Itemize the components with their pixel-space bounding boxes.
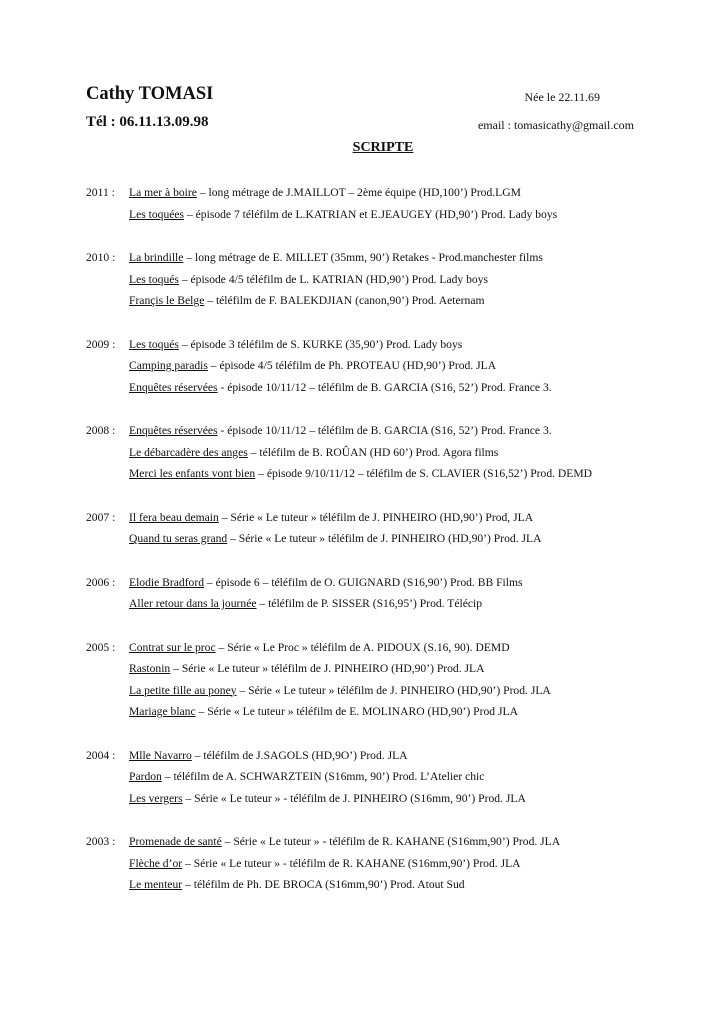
work-details: – téléfilm de P. SISSER (S16,95’) Prod. Télécip	[256, 597, 483, 610]
person-name: Cathy TOMASI	[86, 84, 214, 104]
birth-date: Née le 22.11.69	[524, 90, 600, 104]
year-block	[86, 576, 686, 619]
work-details: – Série « Le tuteur » téléfilm de E. MOLINARO (HD,90’) Prod JLA	[195, 705, 518, 718]
work-details: – épisode 4/5 téléfilm de Ph. PROTEAU (HD,90’) Prod. JLA	[207, 359, 497, 372]
work-title: Quand tu seras grand	[129, 532, 228, 545]
work-title: La petite fille au poney	[129, 683, 237, 697]
work-details: – Série « Le tuteur » - téléfilm de R. KAHANE (S16mm,90’) Prod. JLA	[221, 835, 561, 848]
year-label: 2007 :	[86, 510, 116, 524]
work-details: – Série « Le tuteur » téléfilm de J. PINHEIRO (HD,90’) Prod, JLA	[218, 510, 534, 524]
work-title: Enquêtes réservées	[129, 424, 218, 437]
credit-line	[86, 662, 686, 684]
credit-line	[86, 273, 686, 295]
work-title: La brindille	[129, 251, 184, 264]
credit-line	[86, 338, 686, 360]
credit-line	[86, 878, 686, 900]
year-label: 2010 :	[86, 251, 116, 264]
work-title: Contrat sur le proc	[129, 640, 216, 654]
credit-line	[86, 749, 686, 771]
work-title: Les vergers	[129, 791, 183, 805]
work-details: – téléfilm de J.SAGOLS (HD,9O’) Prod. JLA	[191, 748, 408, 762]
work-title: Françis le Belge	[129, 294, 205, 307]
work-title: Mariage blanc	[129, 705, 196, 718]
credit-line	[86, 359, 686, 381]
work-title: Promenade de santé	[129, 835, 222, 848]
work-details: – Série « Le tuteur » téléfilm de J. PINHEIRO (HD,90’) Prod. JLA	[236, 683, 551, 697]
work-details: – Série « Le Proc » téléfilm de A. PIDOUX (S.16, 90). DEMD	[215, 640, 510, 654]
work-title: Camping paradis	[129, 359, 208, 372]
credit-line	[86, 597, 686, 619]
work-details: – épisode 3 téléfilm de S. KURKE (35,90’) Prod. Lady boys	[178, 337, 463, 351]
credit-line	[86, 857, 686, 879]
work-title: La mer à boire	[129, 186, 197, 199]
work-details: – Série « Le tuteur » - téléfilm de J. PINHEIRO (S16mm, 90’) Prod. JLA	[182, 791, 526, 805]
work-title: Enquêtes réservées	[129, 380, 218, 394]
year-label: 2003 :	[86, 835, 116, 848]
work-details: - épisode 10/11/12 – téléfilm de B. GARCIA (S16, 52’) Prod. France 3.	[217, 380, 552, 394]
work-details: – long métrage de J.MAILLOT – 2ème équipe (HD,100’) Prod.LGM	[196, 186, 521, 199]
work-title: Elodie Bradford	[129, 575, 205, 589]
year-block	[86, 424, 686, 489]
work-title: Aller retour dans la journée	[129, 597, 257, 610]
credit-line	[86, 835, 686, 857]
work-title: Le menteur	[129, 878, 183, 891]
credit-line	[86, 186, 686, 208]
work-title: Merci les enfants vont bien	[129, 467, 256, 480]
year-label: 2006 :	[86, 575, 116, 589]
work-title: Il fera beau demain	[129, 510, 219, 524]
credit-line	[86, 684, 686, 706]
work-title: Les toquées	[129, 207, 185, 221]
phone-number: Tél : 06.11.13.09.98	[86, 114, 209, 130]
year-label: 2009 :	[86, 337, 116, 351]
work-details: – épisode 6 – téléfilm de O. GUIGNARD (S16,90’) Prod. BB Films	[204, 575, 523, 589]
work-title: Les toqués	[129, 272, 179, 286]
year-label: 2011 :	[86, 186, 115, 199]
credit-line	[86, 381, 686, 403]
work-details: – téléfilm de Ph. DE BROCA (S16mm,90’) Prod. Atout Sud	[182, 878, 465, 891]
credit-line	[86, 424, 686, 446]
work-details: – épisode 7 téléfilm de L.KATRIAN et E.JEAUGEY (HD,90’) Prod. Lady boys	[184, 207, 558, 221]
work-title: Rastonin	[129, 662, 171, 675]
work-details: – Série « Le tuteur » téléfilm de J. PINHEIRO (HD,90’) Prod. JLA	[227, 532, 542, 545]
credit-line	[86, 511, 686, 533]
year-label: 2004 :	[86, 748, 116, 762]
credit-line	[86, 641, 686, 663]
work-details: – téléfilm de F. BALEKDJIAN (canon,90’) Prod. Aeternam	[204, 294, 485, 307]
year-block	[86, 251, 686, 316]
year-label: 2005 :	[86, 640, 116, 654]
work-title: Pardon	[129, 770, 162, 783]
work-title: Les toqués	[129, 337, 179, 351]
credit-line	[86, 467, 686, 489]
year-block	[86, 835, 686, 900]
work-details: – Série « Le tuteur » téléfilm de J. PINHEIRO (HD,90’) Prod. JLA	[170, 662, 485, 675]
credit-line	[86, 770, 686, 792]
year-block	[86, 186, 686, 229]
credit-line	[86, 446, 686, 468]
year-block	[86, 511, 686, 554]
work-details: – épisode 9/10/11/12 – téléfilm de S. CLAVIER (S16,52’) Prod. DEMD	[255, 467, 593, 480]
year-block	[86, 338, 686, 403]
credit-line	[86, 705, 686, 727]
credit-line	[86, 532, 686, 554]
credit-line	[86, 208, 686, 230]
year-block	[86, 641, 686, 727]
work-details: – Série « Le tuteur » - téléfilm de R. KAHANE (S16mm,90’) Prod. JLA	[182, 856, 521, 870]
credit-line	[86, 576, 686, 598]
work-details: – téléfilm de A. SCHWARZTEIN (S16mm, 90’) Prod. L’Atelier chic	[161, 770, 485, 783]
work-details: - épisode 10/11/12 – téléfilm de B. GARCIA (S16, 52’) Prod. France 3.	[217, 424, 552, 437]
work-title: Mlle Navarro	[129, 748, 192, 762]
year-label: 2008 :	[86, 424, 116, 437]
document-title: SCRIPTE	[352, 140, 414, 155]
year-block	[86, 749, 686, 814]
work-details: – épisode 4/5 téléfilm de L. KATRIAN (HD,90’) Prod. Lady boys	[178, 272, 489, 286]
work-title: Le débarcadère des anges	[129, 445, 248, 459]
credit-line	[86, 294, 686, 316]
work-details: – téléfilm de B. ROÛAN (HD 60’) Prod. Agora films	[247, 445, 499, 459]
email-address: email : tomasicathy@gmail.com	[477, 118, 634, 132]
work-title: Flèche d’or	[129, 856, 183, 870]
credit-line	[86, 792, 686, 814]
credit-line	[86, 251, 686, 273]
filmography-list	[86, 186, 686, 922]
work-details: – long métrage de E. MILLET (35mm, 90’) Retakes - Prod.manchester films	[183, 251, 543, 264]
